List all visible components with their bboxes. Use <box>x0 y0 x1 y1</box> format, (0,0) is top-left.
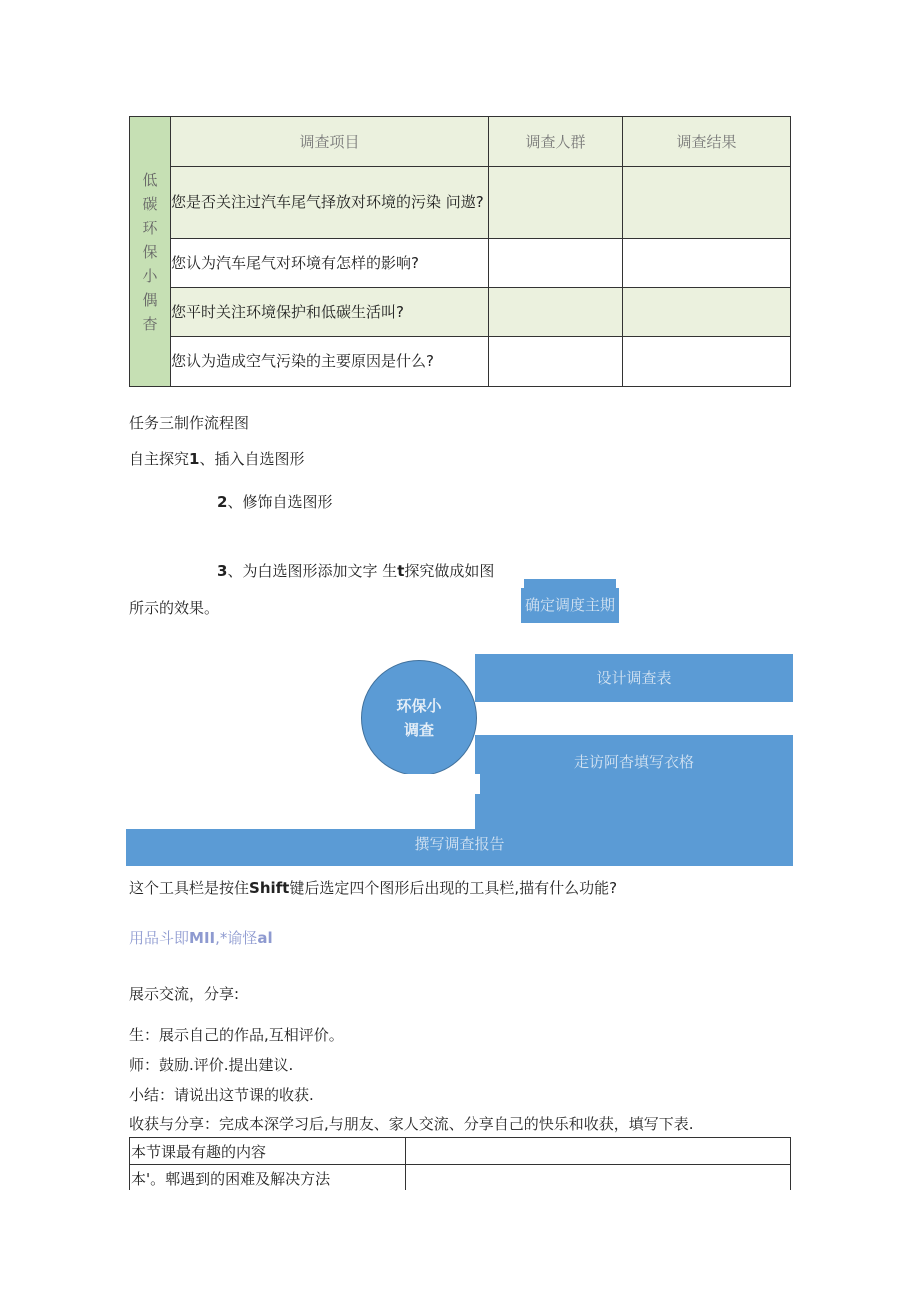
circle-line-1: 环保小 <box>396 697 442 715</box>
effect-line: 所示的效果。 <box>129 599 220 617</box>
question-cell: 您平时关注环境保护和低碳生活叫? <box>171 288 489 337</box>
header-group: 调查人群 <box>489 117 623 167</box>
teacher-line: 师：鼓励.评价.提出建议. <box>129 1056 294 1074</box>
result-cell <box>623 337 791 387</box>
task3-heading: 任务三制作流程图 <box>129 414 250 432</box>
header-result: 调查结果 <box>623 117 791 167</box>
table-row <box>130 1138 791 1165</box>
step2-number: 2 <box>217 493 228 511</box>
step3-text: 、为白选图形添加文字 生 <box>227 562 398 580</box>
question-cell: 您认为造成空气污染的主要原因是什么? <box>171 337 489 387</box>
step3-line <box>217 560 494 581</box>
student-line: 生：展示自己的作品,互相评价。 <box>129 1026 344 1044</box>
survey-table <box>129 116 791 387</box>
survey-side-label: 低 碳 环 保 小 偶 杳 <box>130 117 171 387</box>
step3-number: 3 <box>217 562 228 580</box>
step1-number: 1 <box>189 450 200 468</box>
step3-end: 探究做成如图 <box>404 562 495 580</box>
result-cell <box>623 288 791 337</box>
explore-prefix: 自主探究 <box>129 450 190 468</box>
step1-line <box>129 448 304 469</box>
header-item: 调查项目 <box>171 117 489 167</box>
question-cell: 您是否关注过汽车尾气择放对环境的污染 问遨? <box>171 167 489 239</box>
table-row <box>130 337 791 387</box>
shift-key: Shift <box>249 879 290 897</box>
question-cell: 您认为汽车尾气对环境有怎样的影响? <box>171 239 489 288</box>
group-cell <box>489 239 623 288</box>
result-cell <box>623 239 791 288</box>
flow-box-visit: 走访阿杳填写衣格 <box>475 735 793 829</box>
harvest-value <box>406 1138 791 1165</box>
circle-line-2: 调查 <box>403 721 434 739</box>
harvest-table <box>129 1137 791 1192</box>
harvest-label: 本节课最有趣的内容 <box>130 1138 406 1165</box>
harvest-line: 收获与分享：完成本深学习后,与朋友、家人交流、分享自己的快乐和收获，填写下表. <box>129 1115 694 1133</box>
result-cell <box>623 167 791 239</box>
table-row <box>130 239 791 288</box>
table-row <box>130 1165 791 1192</box>
group-cell <box>489 337 623 387</box>
summary-line: 小结：请说出这节课的收获. <box>129 1086 314 1104</box>
toolbar-question: 这个工具栏是按住Shift键后选定四个图形后出现的工具栏,描有什么功能? <box>129 879 618 897</box>
harvest-label: 本'。郫遇到的困难及解决方法 <box>130 1165 406 1192</box>
table-row <box>130 288 791 337</box>
page-cutoff <box>120 1190 800 1210</box>
group-cell <box>489 288 623 337</box>
share-title: 展示交流，分享: <box>129 985 240 1003</box>
flow-box-design: 设计调查表 <box>475 654 793 702</box>
step1-text: 、插入自选图形 <box>199 450 305 468</box>
flow-circle <box>361 660 477 776</box>
harvest-value <box>406 1165 791 1192</box>
garbled-toolbar-image: 用品斗即MII,*谕怪al <box>129 929 273 947</box>
step2-text: 、修饰自选图形 <box>227 493 333 511</box>
flow-box-report: 撰写调查报告 <box>126 829 793 866</box>
step3-t: t <box>397 562 405 580</box>
step2-line <box>217 491 332 512</box>
circle-crop <box>340 774 480 794</box>
flow-box-topic: 确定调度主期 <box>521 588 619 623</box>
table-row <box>130 167 791 239</box>
group-cell <box>489 167 623 239</box>
